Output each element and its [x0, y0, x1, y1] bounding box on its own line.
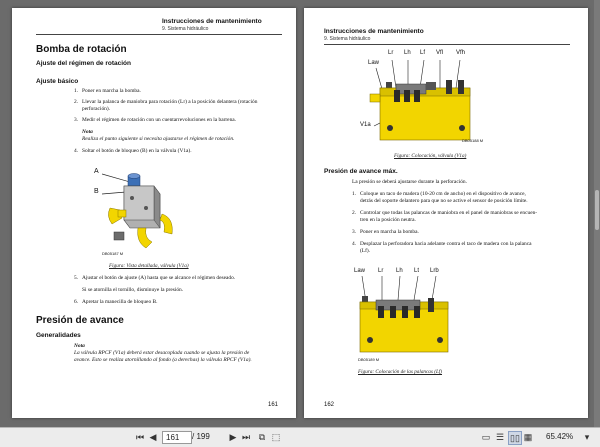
step-number: 2.	[352, 210, 357, 216]
step-number: 6.	[74, 299, 79, 305]
fig1-label-vfh: Vfh	[456, 50, 466, 56]
page-number-input[interactable]: 161	[162, 431, 192, 444]
general-title: Generalidades	[36, 332, 81, 339]
step-text: Llevar la palanca de maniobra para rotación (Lr) a la posición delantera (rotación	[82, 99, 258, 105]
fig2-label-lrb: Lrb	[430, 268, 439, 274]
fig2-caption: Figura: Colocación de las palancas (Lf)	[358, 369, 443, 375]
prev-page-icon[interactable]: ◀	[149, 431, 157, 442]
step-text: perforación).	[82, 106, 110, 112]
figure-code: DB05187 M	[102, 251, 124, 256]
fig1-label-vfl: Vfl	[436, 50, 444, 56]
single-page-icon[interactable]: ▭	[481, 431, 491, 442]
fig1-label-lr: Lr	[388, 50, 394, 56]
header-subtitle: 9. Sistema hidráulico	[162, 26, 209, 32]
step-text: Apretar la manecilla de bloqueo B.	[82, 299, 158, 305]
step-line: Desplazar la perforadora hacia adelante contra el taco de madera con la palanca	[360, 241, 532, 247]
step-line: Controlar que todas las palancas de maniobra en el panel de maniobras se encuen-	[360, 210, 538, 216]
step-line: (Lf).	[360, 248, 371, 254]
zoom-level[interactable]: 65.42%	[546, 432, 574, 441]
figure-caption: Figura: Vista detallada, válvula (V1a)	[109, 263, 189, 269]
note2-line: avance. Esto se realiza atornillando al fondo (a derechas) la válvula RPCF (V1a).	[74, 357, 252, 363]
note2-line: La válvula RPCF (V1a) deberá estar desacoplada cuando se ajusta la presión de	[74, 350, 250, 356]
step-text: Poner en marcha la bomba.	[82, 88, 141, 94]
fig2-label-lr: Lr	[378, 268, 384, 274]
figure-label-a: A	[94, 168, 99, 175]
last-page-icon[interactable]: ⏭	[241, 431, 251, 442]
copy-icon[interactable]: ⧉	[258, 431, 266, 442]
step-subtext: Si se atornilla el tornillo, disminuye la presión.	[82, 287, 184, 293]
step-line: detrás del soporte delantero para que no se active el sensor de posición límite.	[360, 198, 528, 204]
scrollbar-thumb[interactable]	[595, 190, 599, 230]
viewer-toolbar	[0, 427, 600, 447]
note2-label: Nota	[74, 343, 85, 349]
step-number: 1.	[352, 191, 357, 197]
grid-view-icon[interactable]: ▦	[523, 431, 533, 442]
valve-figure	[102, 168, 182, 254]
fig1-label-lf: Lf	[420, 50, 426, 56]
fig1-code: DB05188 M	[462, 138, 484, 143]
page-162	[304, 8, 588, 418]
page-number: 161	[268, 402, 279, 408]
fig2-code: DB05189 M	[358, 357, 380, 362]
step-number: 5.	[74, 275, 79, 281]
note-text: Realiza el punto siguiente si necesita ajustarse el régimen de rotación.	[82, 136, 235, 142]
next-page-icon[interactable]: ▶	[229, 431, 237, 442]
page-total: / 199	[192, 432, 210, 441]
two-page-icon[interactable]: ▯▯	[508, 431, 522, 445]
subsection-title: Ajuste del régimen de rotación	[36, 60, 131, 67]
panel-figure-2	[356, 276, 452, 356]
fig2-label-law: Law	[354, 268, 366, 274]
note-label: Nota	[82, 129, 93, 135]
fit-page-icon[interactable]: ⬚	[271, 431, 281, 442]
header-rule	[324, 44, 570, 45]
zoom-dropdown-icon[interactable]: ▾	[584, 431, 590, 442]
step-number: 3.	[74, 117, 79, 123]
basic-title: Ajuste básico	[36, 78, 79, 85]
step-text: Medir el régimen de rotación con un cuentarrevoluciones en la barrena.	[82, 117, 237, 123]
first-page-icon[interactable]: ⏮	[135, 431, 145, 442]
fig2-label-lt: Lt	[414, 268, 420, 274]
page-number: 162	[324, 402, 335, 408]
continuous-icon[interactable]: ☰	[495, 431, 505, 442]
section-title: Presión de avance máx.	[324, 168, 398, 175]
step-line: Coloque un taco de madera (10-20 cm de ancho) en el dispositivo de avance,	[360, 191, 526, 197]
intro-text: La presión se deberá ajustarse durante la perforación.	[352, 179, 467, 185]
fig1-label-v1a: V1a	[360, 122, 371, 128]
section2-title: Presión de avance	[36, 315, 124, 326]
step-line: Poner en marcha la bomba.	[360, 229, 419, 235]
header-title: Instrucciones de mantenimiento	[162, 18, 262, 25]
figure-label-b: B	[94, 188, 99, 195]
section-title: Bomba de rotación	[36, 44, 127, 55]
step-line: tren en la posición neutra.	[360, 217, 416, 223]
fig2-label-lh: Lh	[396, 268, 403, 274]
step-number: 4.	[74, 148, 79, 154]
fig1-label-law: Law	[368, 60, 380, 66]
step-number: 2.	[74, 99, 79, 105]
header-subtitle: 9. Sistema hidráulico	[324, 36, 371, 42]
step-text: Soltar el botón de bloqueo (B) en la válvula (V1a).	[82, 148, 192, 154]
panel-figure-1	[366, 58, 476, 148]
vertical-scrollbar[interactable]	[594, 0, 600, 427]
page-161	[12, 8, 296, 418]
fig1-caption: Figura: Colocación, válvula (V1a)	[394, 153, 467, 159]
step-number: 1.	[74, 88, 79, 94]
step-number: 4.	[352, 241, 357, 247]
header-title: Instrucciones de mantenimiento	[324, 28, 424, 35]
header-rule	[36, 34, 282, 35]
step-text: Ajustar el botón de ajuste (A) hasta que se alcance el régimen deseado.	[82, 275, 236, 281]
fig1-label-lh: Lh	[404, 50, 411, 56]
step-number: 3.	[352, 229, 357, 235]
